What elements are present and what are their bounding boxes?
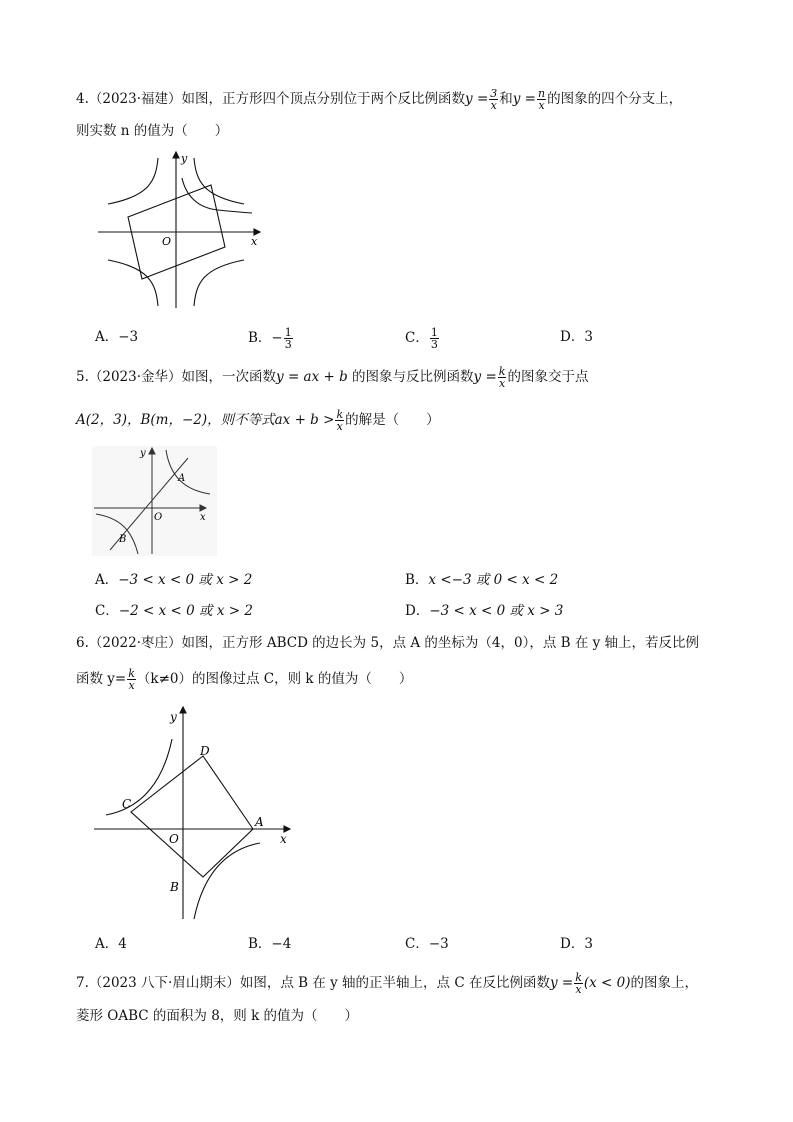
- q6-option-b-text: −4: [271, 936, 292, 952]
- q4-and: 和: [499, 91, 513, 107]
- q4-option-d[interactable]: [560, 327, 593, 347]
- q7-func-den: x: [575, 983, 582, 996]
- q4-option-c-fraction: [430, 327, 439, 350]
- q4-curve-q3: [108, 260, 158, 306]
- q6-point-d-label: D: [200, 744, 210, 758]
- q4-option-c[interactable]: [405, 327, 440, 350]
- q6-func-den: x: [128, 679, 135, 692]
- q4-option-b-den: 3: [284, 338, 292, 351]
- q5-func-num: k: [498, 365, 506, 378]
- q5-func-den: x: [499, 377, 506, 390]
- q5-point-a-label: A: [178, 473, 186, 484]
- q5-figure: [92, 446, 217, 556]
- q5-stem-line2: [76, 409, 440, 432]
- q5-option-a[interactable]: [95, 570, 252, 590]
- q6-stem-post: （k≠0）的图像过点 C，则 k 的值为（ ）: [136, 671, 413, 687]
- q4-stem-prefix: 4.（2023·福建）如图，正方形四个顶点分别位于两个反比例函数: [76, 91, 466, 107]
- q6-stem-line2: [76, 668, 412, 691]
- q6-stem-line1: 6.（2022·枣庄）如图，正方形 ABCD 的边长为 5，点 A 的坐标为（4，0），点 B 在 y 轴上，若反比例: [76, 635, 700, 651]
- q6-point-b-label: B: [170, 880, 179, 894]
- q4-option-c-num: 1: [430, 326, 438, 339]
- q5-ineq-num: k: [336, 408, 344, 421]
- q4-option-c-letter: C．: [405, 330, 429, 346]
- q4-func1-num: 3: [490, 87, 498, 100]
- q4-func2-den: x: [538, 99, 545, 112]
- q5-ineq-den: x: [336, 420, 343, 433]
- q4-option-a[interactable]: [95, 327, 138, 347]
- q7-stem-line2: 菱形 OABC 的面积为 8，则 k 的值为（ ）: [76, 1008, 359, 1024]
- q4-option-a-letter: A．: [95, 329, 119, 345]
- q5-stem-mid: 的图象与反比例函数: [352, 369, 474, 385]
- q5-x-label: x: [200, 512, 206, 523]
- q6-option-c-text: −3: [428, 936, 449, 952]
- q5-option-b[interactable]: [405, 570, 558, 590]
- q5-option-c[interactable]: [95, 601, 253, 621]
- q6-hyperbola-q2: [106, 739, 172, 815]
- q7-func-lhs: y =: [549, 975, 574, 991]
- q5-option-d-letter: D．: [405, 603, 430, 619]
- q4-option-c-den: 3: [430, 338, 438, 351]
- q5-origin-label: O: [154, 512, 163, 523]
- q6-option-c[interactable]: [405, 934, 449, 954]
- q6-option-d[interactable]: [560, 934, 593, 954]
- q7-stem-line1: [76, 972, 698, 995]
- q4-option-b-num: 1: [284, 326, 292, 339]
- q6-option-a[interactable]: [95, 934, 127, 954]
- q6-option-a-text: 4: [118, 936, 127, 952]
- q5-stem-line1: [76, 366, 588, 389]
- q4-option-b[interactable]: [248, 327, 294, 350]
- q4-y-arrow: [173, 152, 179, 158]
- q6-option-d-letter: D．: [560, 936, 585, 952]
- q6-y-arrow: [180, 707, 186, 713]
- q4-option-d-text: 3: [584, 329, 593, 345]
- q5-option-d-text: −3 < x < 0 或 x > 3: [429, 603, 564, 619]
- q5-points: A(2，3)，B(m，−2)，则不等式: [76, 412, 275, 428]
- q6-square-abcd: [131, 756, 253, 877]
- q6-figure: [92, 705, 302, 925]
- q5-stem-line2-end: 的解是（ ）: [345, 412, 440, 428]
- q6-stem-pre: 函数 y=: [76, 671, 127, 687]
- q5-point-b-label: B: [119, 534, 127, 545]
- q4-figure: [94, 150, 264, 310]
- q4-option-a-text: −3: [118, 329, 139, 345]
- q5-option-a-letter: A．: [95, 572, 119, 588]
- q7-condition: (x < 0): [583, 975, 631, 991]
- q4-func2-num: n: [538, 87, 546, 100]
- q5-figure-bg: [92, 446, 217, 556]
- q6-option-c-letter: C．: [405, 936, 429, 952]
- q5-option-b-text: x <−3 或 0 < x < 2: [428, 572, 559, 588]
- q5-inequality: ax + b >: [274, 412, 335, 428]
- q4-stem-line1: [76, 88, 682, 111]
- q5-ineq-fraction: [335, 409, 344, 432]
- q5-option-b-letter: B．: [405, 572, 429, 588]
- q6-origin-label: O: [169, 832, 179, 846]
- q6-func-fraction: [127, 668, 136, 691]
- q6-x-label: x: [280, 832, 287, 846]
- q4-option-d-letter: D．: [560, 329, 585, 345]
- q4-option-b-letter: B．: [248, 330, 272, 346]
- q6-option-d-text: 3: [584, 936, 593, 952]
- q4-stem-line2: 则实数 n 的值为（ ）: [76, 123, 229, 139]
- q6-y-label: y: [170, 710, 177, 724]
- q5-func-fraction: [498, 366, 507, 389]
- q7-func-num: k: [575, 971, 582, 984]
- q4-func1-fraction: [489, 88, 498, 111]
- q5-y-label: y: [140, 448, 146, 459]
- q4-x-label: x: [251, 235, 258, 248]
- q4-stem-suffix: 的图象的四个分支上，: [547, 91, 683, 107]
- q4-curve-q2: [108, 158, 158, 204]
- q6-option-b-letter: B．: [248, 936, 272, 952]
- q4-func2-fraction: [537, 88, 546, 111]
- q5-linear-func: y = ax + b: [276, 369, 348, 385]
- q5-option-c-letter: C．: [95, 603, 119, 619]
- q4-option-b-fraction: [284, 327, 293, 350]
- q5-option-c-text: −2 < x < 0 或 x > 2: [118, 603, 253, 619]
- q5-func-lhs: y =: [473, 369, 497, 385]
- q4-origin-label: O: [162, 235, 172, 248]
- q4-curve-q1-upper: [194, 158, 244, 204]
- q4-func1-lhs: y =: [465, 91, 489, 107]
- q4-option-b-sign: −: [271, 330, 283, 346]
- q6-func-num: k: [128, 667, 135, 680]
- q4-func2-lhs: y =: [512, 91, 536, 107]
- q4-curve-q4: [194, 260, 244, 306]
- q6-option-a-letter: A．: [95, 936, 119, 952]
- q7-func-fraction: [574, 972, 583, 995]
- q6-point-c-label: C: [122, 797, 132, 811]
- q4-func1-den: x: [490, 99, 497, 112]
- q5-option-a-text: −3 < x < 0 或 x > 2: [118, 572, 253, 588]
- q6-point-a-label: A: [255, 815, 264, 829]
- q4-y-label: y: [181, 152, 188, 165]
- q6-option-b[interactable]: [248, 934, 291, 954]
- q5-option-d[interactable]: [405, 601, 563, 621]
- q7-stem-prefix: 7.（2023 八下·眉山期末）如图，点 B 在 y 轴的正半轴上，点 C 在反比例函数: [76, 975, 550, 991]
- q5-stem-suffix: 的图象交于点: [507, 369, 589, 385]
- q5-stem-prefix: 5.（2023·金华）如图，一次函数: [76, 369, 277, 385]
- q7-stem-suffix: 的图象上，: [630, 975, 698, 991]
